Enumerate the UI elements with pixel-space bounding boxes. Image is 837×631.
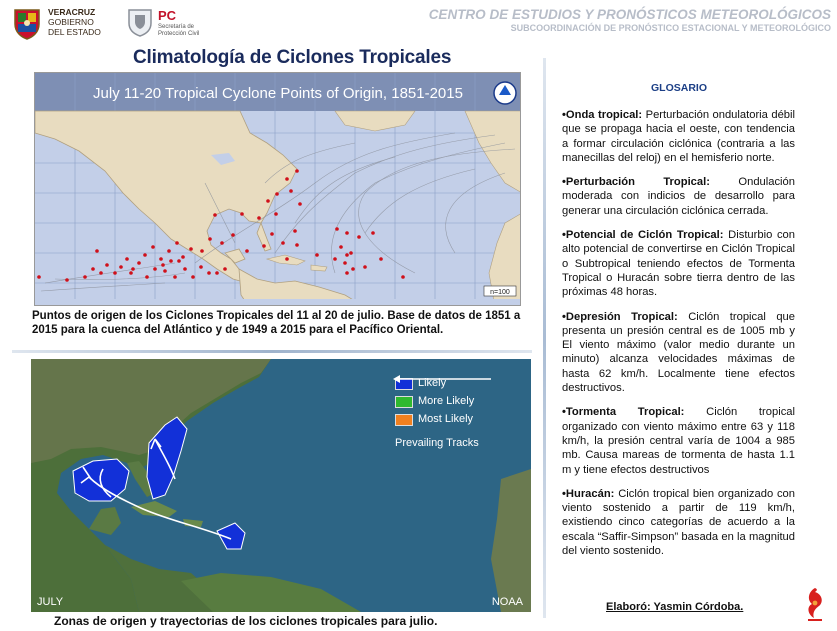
glossary-term: •Huracán: <box>562 487 615 500</box>
proteccion-civil-logo <box>126 4 216 42</box>
glossary-definition: Ciclón tropical que presenta un presión central es de 1005 mb y El viento máximo (valor medio durante un minuto) alcanza velocidades máximas de hasta 62 km/h. Localmente tiene efectos destructivos. <box>562 310 795 395</box>
veracruz-seal-icon <box>10 6 44 40</box>
glossary-term: •Tormenta Tropical: <box>562 406 685 419</box>
glossary-definition: Disturbio con alto potencial de convertirse en Ciclón Tropical o Subtropical teniendo efectos de Tormenta Tropical o Huracán sobre tierra dentro de las próximas 48 horas. <box>562 229 795 299</box>
center-subtitle: SUBCOORDINACIÓN DE PRONÓSTICO ESTACIONAL Y METEOROLÓGICO <box>510 23 831 33</box>
glossary-item-perturbacion-tropical <box>562 175 795 218</box>
glossary-item-tormenta-tropical <box>562 405 795 476</box>
glossary-item-huracan <box>562 487 795 558</box>
glossary-term: •Perturbación Tropical: <box>562 176 710 189</box>
state-name: VERACRUZ <box>48 7 96 17</box>
glossary-item-onda-tropical <box>562 108 795 165</box>
origin-points-map-graphic <box>35 73 521 306</box>
state-line-3: DEL ESTADO <box>48 27 101 37</box>
glossary-item-depresion-tropical <box>562 310 795 396</box>
legend-label-most-likely: Most Likely <box>418 413 474 425</box>
legend-item-more-likely <box>393 393 495 411</box>
glossary-title: GLOSARIO <box>650 82 707 94</box>
map-month-label: JULY <box>37 596 64 608</box>
map-source-label: NOAA <box>491 596 523 608</box>
hurricane-logo-icon <box>804 586 826 622</box>
cyclone-zones-map <box>31 359 531 612</box>
horizontal-divider <box>12 350 532 353</box>
glossary-definition: Ciclón tropical bien organizado con viento sostenido a partir de 119 km/h, existiendo cinco categorías de acuerdo a la escala “Saffir-Simpson” basada en la magnitud del viento sostenido. <box>562 487 795 558</box>
page-title: Climatología de Ciclones Tropicales <box>133 47 452 68</box>
glossary-term: •Depresión Tropical: <box>562 310 678 323</box>
scale-label: n=100 <box>490 289 510 296</box>
glossary-list <box>562 108 795 568</box>
veracruz-text <box>48 7 101 37</box>
legend-tracks-label: Prevailing Tracks <box>395 437 479 449</box>
legend-label-likely: Likely <box>418 377 447 389</box>
author-credit: Elaboró: Yasmin Córdoba. <box>606 601 744 613</box>
pc-title: PC <box>158 8 177 23</box>
glossary-definition: Ciclón tropical organizado con viento máximo entre 63 y 118 km/h, la presión central varía de 1004 a 985 mb. Causa mareas de tormenta de hasta 1.1 m y tiene efectos destructivos <box>562 406 795 476</box>
origin-points-map <box>34 72 521 306</box>
legend-label-more-likely: More Likely <box>418 395 475 407</box>
glossary-term: •Potencial de Ciclón Tropical: <box>562 229 724 242</box>
glossary-definition: Ondulación moderada con indicios de desarrollo para generar una circulación ciclónica cerrada. <box>562 176 795 217</box>
bottom-map-caption: Zonas de origen y trayectorias de los ciclones tropicales para julio. <box>54 614 438 628</box>
pc-subtitle: Secretaría de Protección Civil <box>158 24 200 37</box>
center-title: CENTRO DE ESTUDIOS Y PRONÓSTICOS METEOROLÓGICOS <box>428 7 831 22</box>
legend-item-most-likely <box>393 411 495 429</box>
legend-swatch-more-likely <box>395 396 413 408</box>
page-header <box>0 0 837 46</box>
state-line-2: GOBIERNO <box>48 17 94 27</box>
glossary-item-potencial-ciclon <box>562 228 795 299</box>
legend-swatch-most-likely <box>395 414 413 426</box>
pc-emblem-icon <box>126 7 154 37</box>
glossary-term: •Onda tropical: <box>562 109 643 121</box>
vertical-divider <box>543 58 546 618</box>
veracruz-government-logo <box>6 4 118 42</box>
zones-legend <box>393 375 495 449</box>
top-map-title: July 11-20 Tropical Cyclone Points of Origin, 1851-2015 <box>93 85 463 102</box>
top-map-caption: Puntos de origen de los Ciclones Tropicales del 11 al 20 de julio. Base de datos de 1851 a 2015 para la cuenca del Atlántico y de 1949 a 2015 para el Pacífico Oriental. <box>32 310 521 336</box>
glossary-definition: Perturbación ondulatoria débil que se propaga hacia el oeste, con tendencia a formar circulación ciclónica (contraria a las manecillas del reloj) en el hemisferio norte. <box>562 109 795 164</box>
tracks-arrow-icon <box>393 375 491 383</box>
